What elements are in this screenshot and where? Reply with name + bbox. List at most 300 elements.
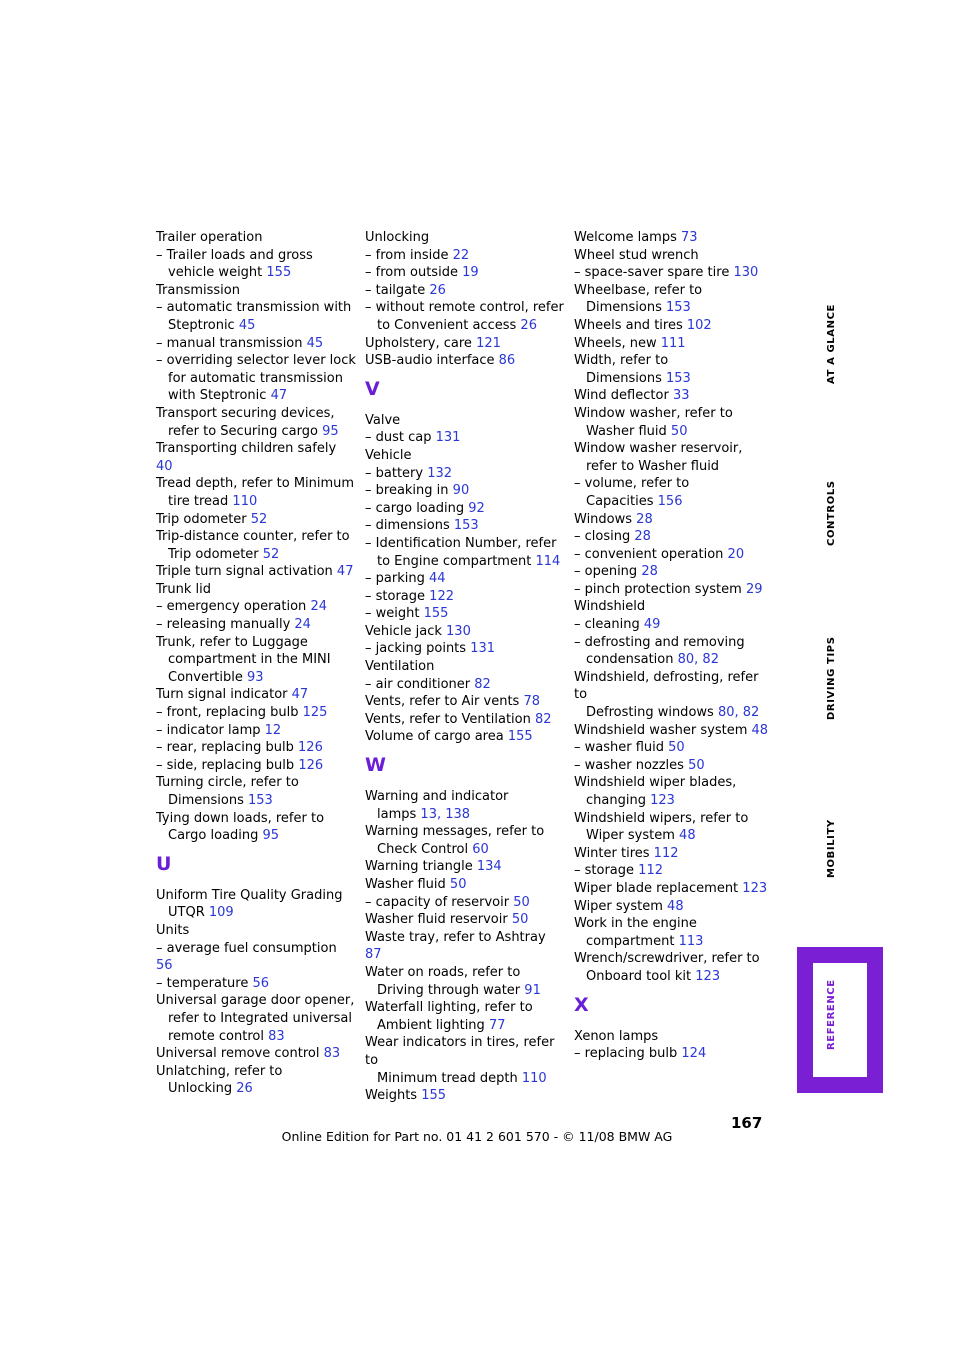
index-page-link[interactable]: 52 [250,511,268,527]
index-entry-term: Valve [365,412,401,428]
index-entry-term: Washer fluid [365,877,446,892]
index-page-link[interactable]: 95 [262,828,280,844]
index-entry [156,1045,356,1063]
index-page-link[interactable]: 26 [236,1081,253,1097]
index-entry-term: Trunk lid [156,581,211,597]
index-entry-term: Unlocking [365,230,430,245]
side-tab-driving-tips[interactable]: DRIVING TIPS [826,636,837,720]
index-page-link[interactable]: 49 [643,617,661,633]
index-page-link[interactable]: 109 [208,905,234,921]
index-page-link[interactable]: 45 [238,317,256,333]
index-entry [156,704,356,722]
index-page-link[interactable]: 40 [156,458,173,474]
index-page-link[interactable]: 83 [323,1046,341,1062]
index-entry [365,728,565,746]
index-entry-term: – Trailer loads and gross [156,247,313,263]
index-entry [156,528,356,563]
footer-text: Online Edition for Part no. 01 41 2 601 570 - © 11/08 BMW AG [281,1129,673,1144]
index-page-link[interactable]: 12 [264,722,282,738]
index-page-link[interactable]: 29 [745,581,763,597]
index-entry-term: – cleaning [574,617,640,633]
index-page-link[interactable]: 50 [513,894,530,910]
index-entry [156,511,356,529]
index-entry [365,429,565,447]
index-entry-term: Warning triangle [365,859,473,875]
index-entry-term: Triple turn signal activation [156,564,333,580]
index-entry [156,563,356,581]
index-page-link[interactable]: 125 [302,705,328,721]
side-tab-at-a-glance[interactable]: AT A GLANCE [826,304,837,384]
index-page-link[interactable]: 24 [294,617,311,633]
index-page-link[interactable]: 110 [521,1070,547,1086]
index-entry [156,335,356,353]
index-page-link[interactable]: 130 [446,623,471,639]
index-entry-continuation: Ambient lighting 77 [377,1017,506,1033]
index-entry [574,1045,774,1063]
index-entry [156,229,356,247]
index-entry-term: Trailer operation [156,230,263,245]
index-entry-term: – capacity of reservoir [365,894,510,910]
index-page-link[interactable]: 56 [156,958,173,974]
index-entry [365,640,565,658]
index-entry-term: – without remote control, refer [365,300,564,316]
index-entry [365,999,565,1034]
index-entry-term: Wheelbase, refer to [574,282,703,298]
index-entry [365,570,565,588]
index-column-3 [574,229,774,1063]
index-entry-term: Windows [574,511,633,527]
index-entry-term: – rear, replacing bulb [156,740,294,756]
index-page-link[interactable]: 130 [733,265,759,281]
index-page-link[interactable]: 155 [266,265,292,281]
index-entry-term: Washer fluid reservoir [365,912,508,928]
index-entry [365,788,565,823]
index-entry-term: Window washer reservoir, [574,441,743,457]
index-entry-term: Warning messages, refer to [365,824,545,840]
index-entry-continuation: with Steptronic 47 [168,388,288,404]
index-page-link[interactable]: 48 [751,722,769,738]
index-entry-term: Wind deflector [574,388,669,404]
index-entry [574,774,774,809]
index-entry [365,482,565,500]
index-entry-term: Upholstery, care [365,335,472,351]
index-entry [365,623,565,641]
index-page-link[interactable]: 56 [252,975,270,991]
index-entry [365,229,565,247]
index-entry [365,517,565,535]
index-entry-term: Window washer, refer to [574,405,733,421]
index-entry-term: – weight [365,606,420,622]
index-entry-term: Weights [365,1088,418,1104]
index-page-link[interactable]: 47 [291,687,309,703]
index-page-link[interactable]: 82 [535,711,552,727]
index-entry-continuation: Minimum tread depth 110 [377,1070,547,1086]
index-entry-continuation: refer to Washer fluid [586,458,720,474]
index-entry [574,563,774,581]
index-entry-term: – jacking points [365,641,467,657]
index-entry [365,823,565,858]
index-entry-term: Vents, refer to Air vents [365,694,520,710]
index-page-link[interactable]: 122 [429,588,454,604]
index-entry-term: – temperature [156,975,249,991]
index-page-link[interactable]: 28 [641,564,658,580]
index-page-link[interactable]: 112 [653,845,679,861]
index-entry [365,911,565,929]
index-page-link[interactable]: 20 [727,546,745,562]
index-page-link[interactable]: 83 [268,1028,285,1044]
index-entry-term: Welcome lamps [574,230,677,245]
index-entry [365,964,565,999]
index-entry-continuation: Capacities 156 [586,493,683,509]
index-entry-term: Water on roads, refer to [365,964,521,980]
index-letter-heading: V [365,377,380,400]
index-entry [365,676,565,694]
index-entry-term: – storage [574,863,635,879]
index-entry-term: Work in the engine [574,916,697,932]
index-entry-term: Wiper blade replacement [574,880,739,896]
index-page-link[interactable]: 26 [429,282,446,298]
index-page-link[interactable]: 48 [679,828,696,844]
index-entry [156,975,356,993]
index-page-link[interactable]: 47 [270,388,288,404]
index-entry [365,282,565,300]
index-page-link[interactable]: 155 [423,606,449,622]
index-entry [156,475,356,510]
index-page-link[interactable]: 19 [462,265,479,281]
index-entry-continuation: lamps 13, 138 [377,806,471,822]
index-entry [156,757,356,775]
index-page-link[interactable]: 82 [474,676,491,692]
index-letter-heading: X [574,993,589,1016]
index-page-link[interactable]: 123 [695,968,721,984]
index-page-link[interactable]: 47 [336,564,354,580]
index-page-link[interactable]: 153 [248,793,273,808]
index-entry-term: Turn signal indicator [156,687,288,703]
index-page-link[interactable]: 52 [262,546,280,562]
index-entry [156,887,356,922]
index-entry-term: Universal remove control [156,1046,320,1062]
index-entry-term: Warning and indicator [365,789,509,805]
index-entry [574,405,774,440]
index-page-link[interactable]: 111 [660,335,686,351]
index-entry [365,299,565,334]
index-entry [574,352,774,387]
index-column-2 [365,229,565,1105]
index-entry-term: USB-audio interface [365,353,495,369]
index-entry-term: Xenon lamps [574,1028,659,1044]
index-entry [574,616,774,634]
index-entry [574,880,774,898]
index-page-link[interactable]: 155 [421,1088,447,1104]
index-entry [156,598,356,616]
index-page-link[interactable]: 87 [365,947,382,963]
index-entry-term: – cargo loading [365,500,465,516]
index-entry-term: – parking [365,571,425,587]
index-page-link[interactable]: 124 [681,1046,707,1062]
index-entry [365,929,565,964]
index-entry-continuation: Unlocking 26 [168,1081,253,1097]
index-entry [365,658,565,676]
index-entry [574,757,774,775]
side-tab-controls[interactable]: CONTROLS [826,480,837,546]
index-entry [156,1063,356,1098]
index-entry-term: Ventilation [365,659,435,675]
index-page-link[interactable]: 156 [657,493,683,509]
index-entry-term: Width, refer to [574,353,669,369]
index-entry-term: – storage [365,588,426,604]
index-page-link[interactable]: 50 [511,912,529,928]
index-entry [574,862,774,880]
index-page-link[interactable]: 153 [453,518,479,534]
index-entry-term: – indicator lamp [156,722,261,738]
index-entry [365,1087,565,1105]
active-tab-box [797,947,883,1093]
index-page-link[interactable]: 93 [247,669,264,685]
index-page-link[interactable]: 126 [298,757,324,773]
index-entry-term: – washer fluid [574,740,665,756]
index-entry [365,412,565,430]
index-entry [574,810,774,845]
index-entry [156,581,356,599]
index-page-link[interactable]: 80, 82 [677,652,719,668]
index-entry-continuation: Wiper system 48 [586,828,696,844]
index-entry [574,546,774,564]
index-entry-term: Unlatching, refer to [156,1063,283,1079]
index-entry [156,810,356,845]
side-tab-reference[interactable]: REFERENCE [826,979,837,1050]
index-entry-continuation: Washer fluid 50 [586,423,688,439]
index-page-link[interactable]: 24 [310,599,327,615]
index-page-link[interactable]: 110 [232,493,258,509]
index-page-link[interactable]: 86 [498,353,516,369]
index-page-link[interactable]: 121 [476,335,501,351]
index-entry [574,845,774,863]
index-entry-term: Volume of cargo area [365,729,504,745]
index-entry-term: – from outside [365,265,458,281]
index-entry [156,405,356,440]
index-entry-continuation: compartment in the MINI [168,652,331,668]
index-entry [574,247,774,265]
index-page-link[interactable]: 80, 82 [717,705,760,721]
index-entry-term: – defrosting and removing [574,634,745,650]
index-entry [574,335,774,353]
index-entry [156,616,356,634]
index-entry [365,858,565,876]
index-entry [574,950,774,985]
index-entry-term: Windshield wipers, refer to [574,810,749,826]
index-page-link[interactable]: 132 [427,465,453,481]
index-entry [156,440,356,475]
index-entry-term: – closing [574,529,631,545]
active-tab-inner [813,963,867,1077]
index-column-1 [156,229,356,1098]
index-entry-term: Waste tray, refer to Ashtray [365,929,546,945]
index-page-link[interactable]: 60 [472,841,489,857]
index-page-link[interactable]: 123 [650,793,675,808]
index-entry-term: – overriding selector lever lock [156,353,356,369]
page-number: 167 [731,1114,763,1132]
index-entry-term: Tying down loads, refer to [156,810,325,826]
index-page-link[interactable]: 78 [523,694,541,710]
index-entry [365,535,565,570]
index-entry-term: Trunk, refer to Luggage [156,634,308,650]
index-entry-term: – space-saver spare tire [574,265,730,281]
index-entry-term: Windshield, defrosting, refer to [574,669,759,703]
index-page-link[interactable]: 123 [742,880,768,896]
index-entry [574,387,774,405]
index-entry-continuation: condensation 80, 82 [586,652,719,668]
index-page-link[interactable]: 50 [668,740,685,756]
index-entry [365,465,565,483]
index-page-link[interactable]: 48 [667,898,684,914]
index-entry-term: Universal garage door opener, [156,993,355,1009]
index-entry-continuation: Cargo loading 95 [168,828,280,844]
index-entry-term: – average fuel consumption [156,940,337,956]
index-entry-continuation: Defrosting windows 80, 82 [586,705,760,721]
index-entry-term: – washer nozzles [574,757,684,773]
index-entry-term: – pinch protection system [574,581,742,597]
index-page-link[interactable]: 73 [681,230,698,245]
index-page-link[interactable]: 113 [678,933,704,949]
index-entry-continuation: Convertible 93 [168,669,264,685]
index-entry [574,898,774,916]
index-page-link[interactable]: 153 [666,300,691,316]
index-entry-continuation: compartment 113 [586,933,704,949]
index-entry [574,598,774,616]
index-page-link[interactable]: 44 [428,571,446,587]
index-page-link[interactable]: 45 [306,335,324,351]
index-entry [156,940,356,975]
index-entry [574,440,774,475]
index-entry [365,447,565,465]
index-entry-continuation: changing 123 [586,793,675,808]
index-page-link[interactable]: 102 [686,317,712,333]
index-entry-term: – side, replacing bulb [156,757,295,773]
index-page-link[interactable]: 95 [322,423,339,439]
index-entry-term: Uniform Tire Quality Grading [156,887,343,903]
index-entry-term: Wheels and tires [574,317,683,333]
index-page-link[interactable]: 92 [468,500,485,516]
index-entry [574,528,774,546]
index-entry [365,876,565,894]
index-entry [365,335,565,353]
index-entry-term: Winter tires [574,845,650,861]
index-page-link[interactable]: 131 [470,641,496,657]
index-page-link[interactable]: 90 [452,483,470,499]
index-page-link[interactable]: 50 [449,877,467,892]
index-entry [574,317,774,335]
index-entry-term: – front, replacing bulb [156,705,299,721]
index-entry-continuation: vehicle weight 155 [168,265,292,281]
index-entry [156,739,356,757]
index-page-link[interactable]: 22 [452,247,470,263]
index-entry [156,686,356,704]
index-page-link[interactable]: 26 [520,317,537,333]
index-entry-continuation: UTQR 109 [168,905,234,921]
index-entry-term: Wiper system [574,898,663,914]
index-page-link[interactable]: 50 [670,423,688,439]
index-entry-term: – Identification Number, refer [365,535,557,551]
index-entry [574,282,774,317]
index-entry-term: – breaking in [365,483,449,499]
index-entry [365,264,565,282]
index-entry-term: Vehicle jack [365,623,442,639]
index-entry [365,1034,565,1087]
index-entry-term: Vents, refer to Ventilation [365,711,531,727]
index-entry-continuation: for automatic transmission [168,370,343,386]
index-entry-term: Windshield [574,599,646,615]
index-page-link[interactable]: 114 [535,553,561,569]
index-entry-term: Wrench/screwdriver, refer to [574,951,760,967]
index-entry-term: Tread depth, refer to Minimum [156,476,355,492]
index-entry-term: Wheel stud wrench [574,247,699,263]
index-entry [365,588,565,606]
index-entry-term: Windshield wiper blades, [574,775,737,791]
index-entry [574,739,774,757]
index-entry-term: Waterfall lighting, refer to [365,1000,533,1016]
index-entry-continuation: refer to Integrated universal [168,1010,352,1026]
index-entry-continuation: Trip odometer 52 [168,546,280,562]
index-entry [365,894,565,912]
index-entry-term: Windshield washer system [574,722,748,738]
index-entry [365,693,565,711]
index-entry [574,511,774,529]
index-page-link[interactable]: 131 [435,430,461,446]
index-page-link[interactable]: 33 [672,388,690,404]
side-tab-mobility[interactable]: MOBILITY [826,819,837,878]
index-page-link[interactable]: 153 [666,370,691,386]
index-page-link[interactable]: 28 [634,529,651,545]
index-entry [574,581,774,599]
index-page-link[interactable]: 50 [688,757,705,773]
index-entry-continuation: Dimensions 153 [586,300,691,316]
index-page-link[interactable]: 77 [488,1017,506,1033]
index-entry [365,711,565,729]
index-entry-continuation: to Engine compartment 114 [377,553,561,569]
index-entry-term: – opening [574,564,638,580]
index-entry-term: Wheels, new [574,335,657,351]
index-entry-term: – automatic transmission with [156,300,352,316]
index-entry [365,247,565,265]
index-letter-heading: U [156,852,172,875]
index-entry-term: – manual transmission [156,335,303,351]
index-entry-term: – dust cap [365,430,432,446]
index-entry-continuation: to Convenient access 26 [377,317,537,333]
index-entry-term: Turning circle, refer to [156,775,299,791]
index-entry-term: – from inside [365,247,449,263]
index-entry [574,722,774,740]
index-page-link[interactable]: 126 [298,740,323,756]
index-entry-term: – battery [365,465,424,481]
index-entry [574,669,774,722]
index-page-link[interactable]: 112 [638,863,663,879]
index-entry-term: – air conditioner [365,676,471,692]
index-entry [574,475,774,510]
index-entry-term: – emergency operation [156,599,307,615]
index-page-link[interactable]: 28 [636,511,653,527]
index-entry [574,264,774,282]
index-page-link[interactable]: 134 [476,859,502,875]
index-page-link[interactable]: 13, 138 [420,806,471,822]
index-entry-continuation: remote control 83 [168,1028,285,1044]
index-page-link[interactable]: 91 [524,982,541,998]
index-entry-term: Wear indicators in tires, refer to [365,1035,555,1068]
index-page-link[interactable]: 155 [507,729,533,745]
index-entry [574,229,774,247]
index-entry-term: – volume, refer to [574,476,690,492]
index-entry-continuation: refer to Securing cargo 95 [168,423,339,439]
index-entry [365,605,565,623]
